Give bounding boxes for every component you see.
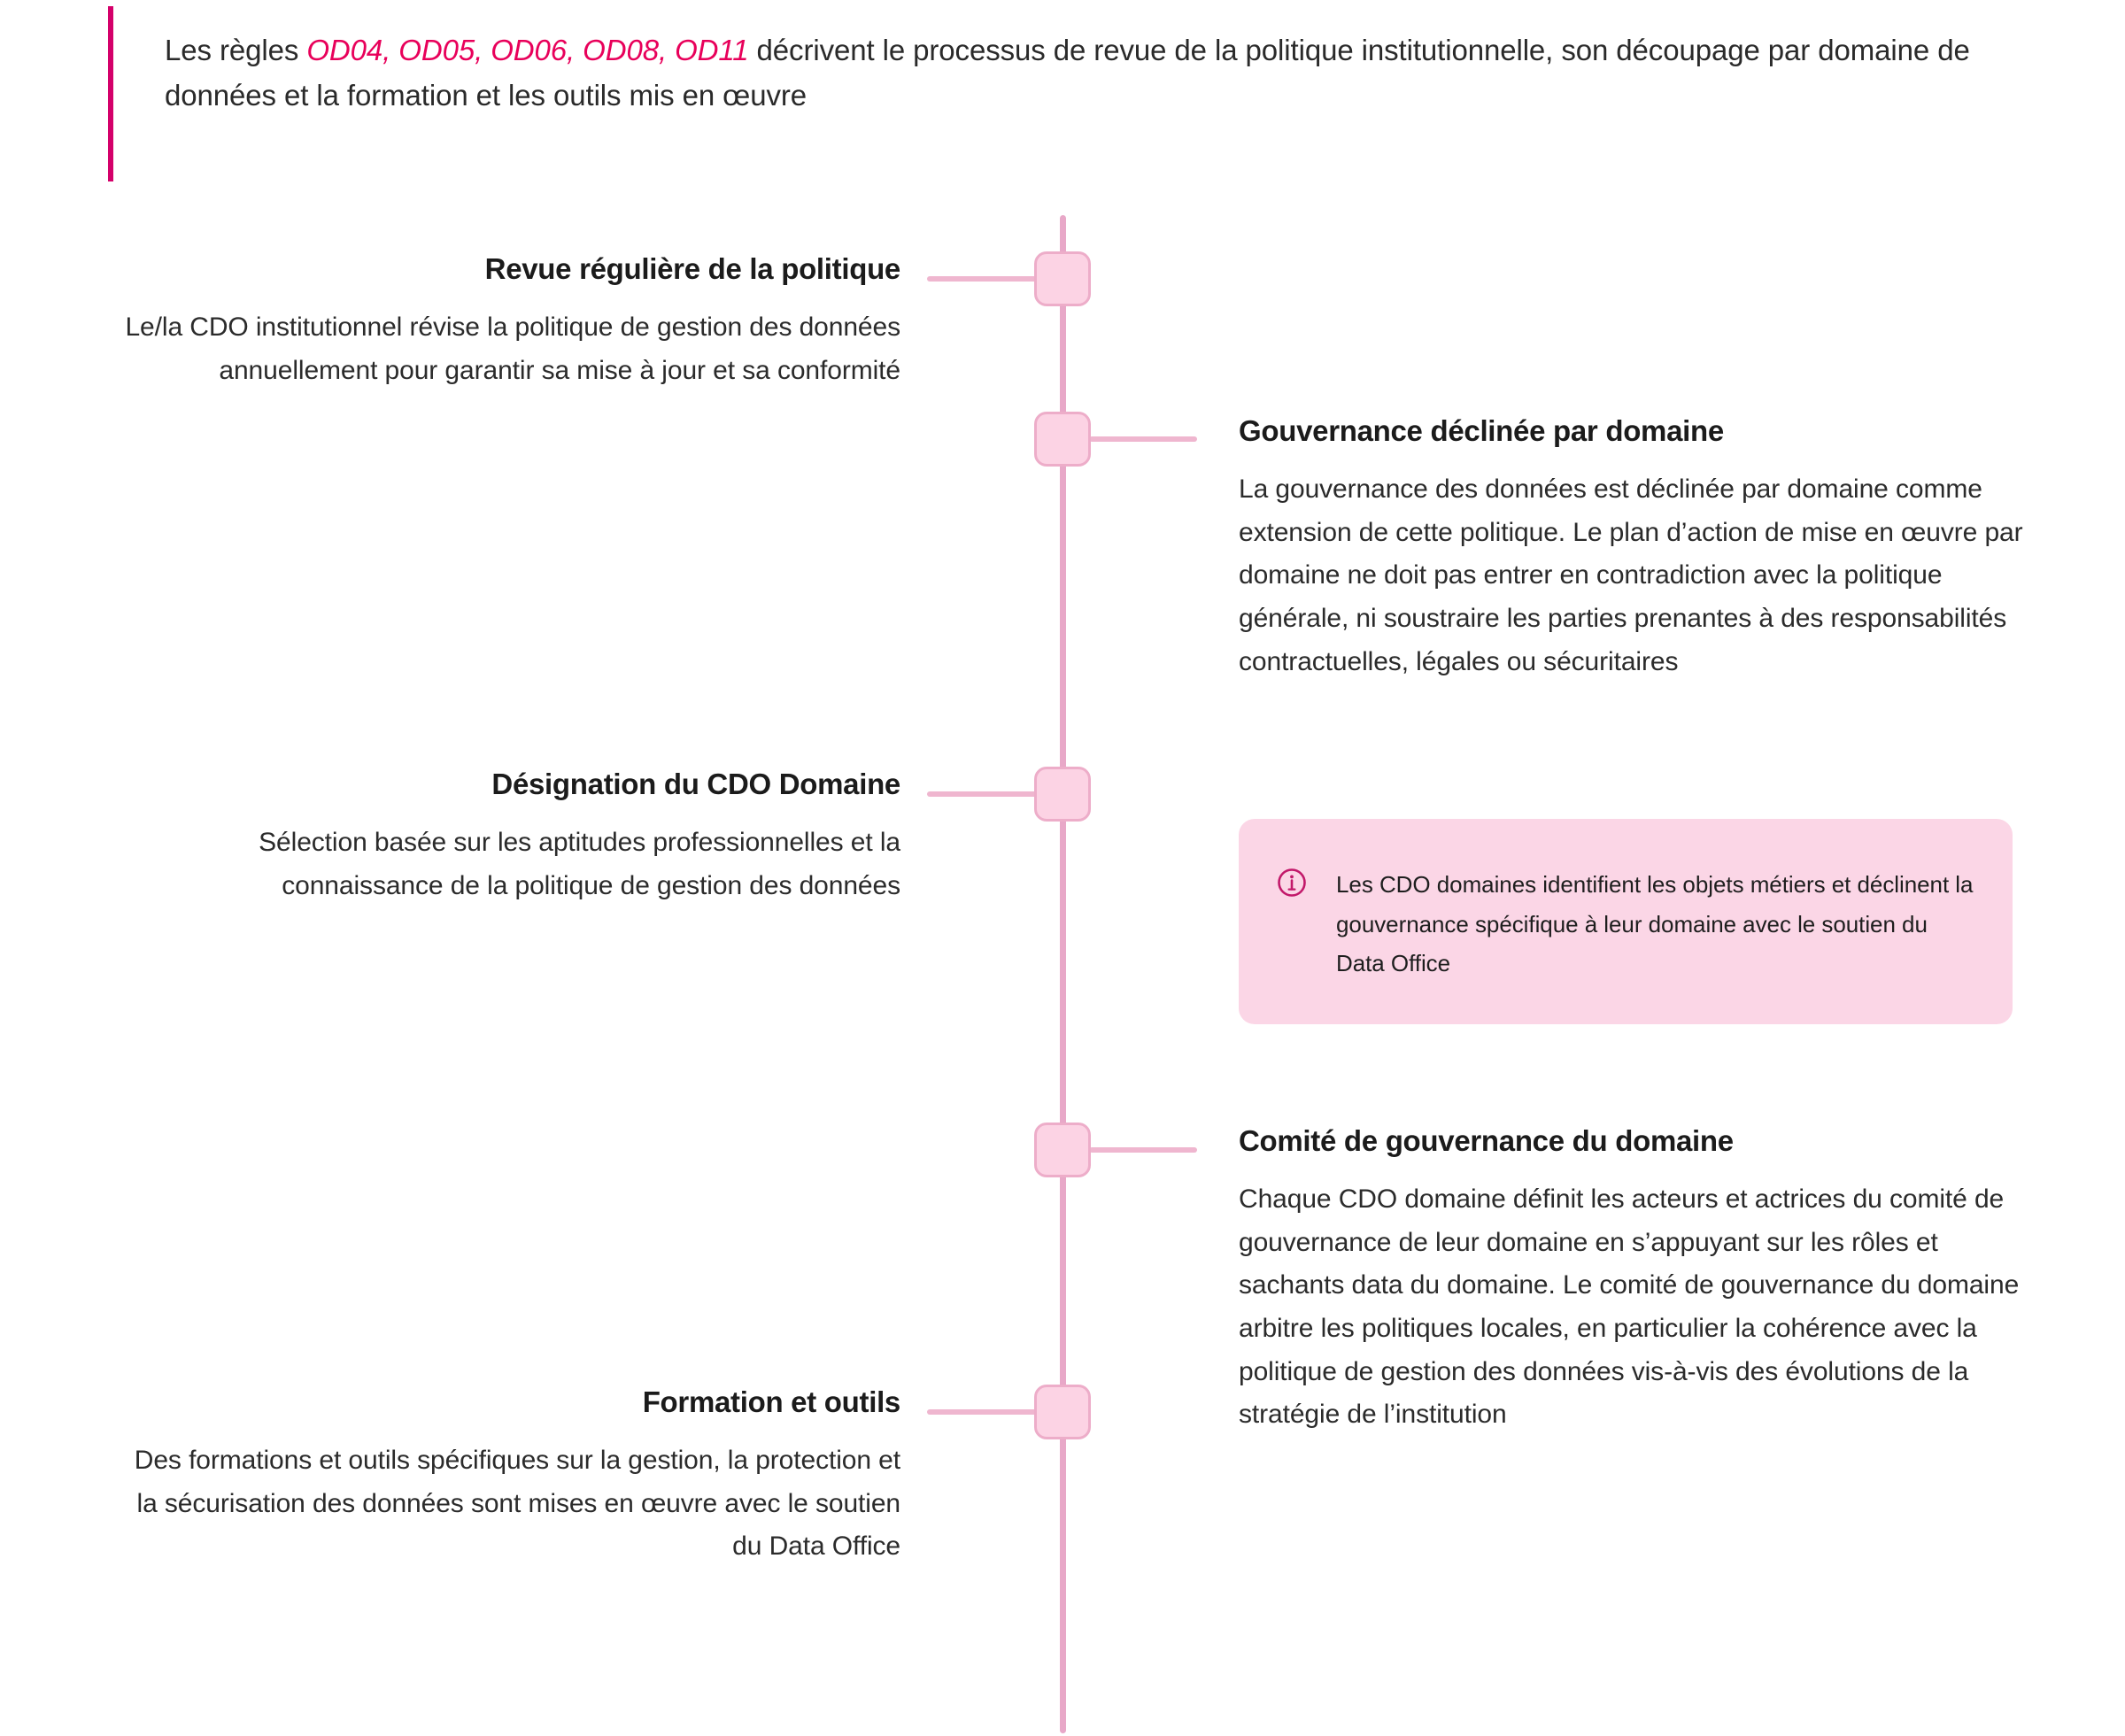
item-title: Gouvernance déclinée par domaine — [1239, 414, 1724, 447]
timeline-node-1[interactable] — [1034, 251, 1091, 306]
connector-node-1 — [927, 276, 1037, 282]
timeline-item-comite-gouvernance — [1239, 1123, 2027, 1437]
timeline-node-2[interactable] — [1034, 412, 1091, 467]
rule-codes: OD04, OD05, OD06, OD08, OD11 — [306, 34, 749, 66]
timeline-node-5[interactable] — [1034, 1385, 1091, 1439]
timeline-item-designation-cdo-domaine — [115, 766, 900, 907]
timeline-item-revue-reguliere — [115, 251, 900, 392]
item-body: Sélection basée sur les aptitudes professionnelles et la connaissance de la politique de gestion des données — [259, 828, 900, 900]
intro-rest-text: décrivent le processus de revue de la politique institutionnelle, son découpage par domaine de données et la formation et les outils mis en œuvre — [165, 34, 1970, 112]
item-body: Le/la CDO institutionnel révise la politique de gestion des données annuellement pour garantir sa mise à jour et sa conformité — [125, 312, 900, 385]
info-circle-icon — [1276, 867, 1308, 899]
info-callout — [1239, 819, 2013, 1024]
item-body: Chaque CDO domaine définit les acteurs et actrices du comité de gouvernance de leur domaine en s’appuyant sur les rôles et sachants data du domaine. Le comité de gouvernance du domaine arbitre les politiques locales, en particulier la cohérence avec la politique de gestion des données vis-à-vis des évolutions de la stratégie de l’institution — [1239, 1184, 2020, 1430]
connector-node-3 — [927, 791, 1037, 797]
connector-node-5 — [927, 1409, 1037, 1415]
item-title: Formation et outils — [642, 1385, 900, 1418]
intro-lead-text: Les règles — [165, 34, 307, 66]
item-body: La gouvernance des données est déclinée par domaine comme extension de cette politique. Le plan d’action de mise en œuvre par domaine ne doit pas entrer en contradiction avec la politique générale, ni soustraire les parties prenantes à des responsabilités contractuelles, légales ou sécuritaires — [1239, 475, 2023, 676]
intro-callout — [108, 6, 2012, 181]
connector-node-4 — [1089, 1147, 1197, 1153]
connector-node-2 — [1089, 436, 1197, 442]
timeline-node-4[interactable] — [1034, 1123, 1091, 1177]
item-body: Des formations et outils spécifiques sur la gestion, la protection et la sécurisation des données sont mises en œuvre avec le soutien du Data Office — [134, 1446, 900, 1562]
timeline-item-gouvernance-declinee — [1239, 413, 2027, 683]
item-title: Revue régulière de la politique — [484, 252, 900, 285]
item-title: Désignation du CDO Domaine — [491, 768, 900, 800]
timeline-node-3[interactable] — [1034, 767, 1091, 822]
item-title: Comité de gouvernance du domaine — [1239, 1124, 1734, 1157]
intro-paragraph — [165, 27, 2012, 118]
timeline-item-formation-et-outils — [115, 1384, 900, 1569]
info-callout-text: Les CDO domaines identifient les objets métiers et déclinent la gouvernance spécifique à leur domaine avec le soutien du Data Office — [1336, 871, 1974, 977]
